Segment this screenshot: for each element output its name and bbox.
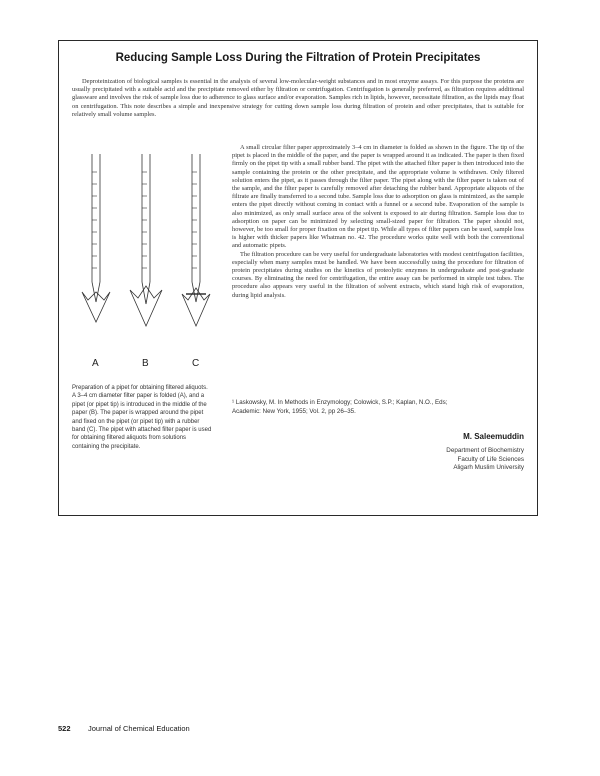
figure-caption: Preparation of a pipet for obtaining filtered aliquots. A 3–4 cm diameter filter paper is folded (A), and a pipet (or pipet tip) is introduced in the middle of the paper (B). The paper is wrapped around the pipet and fixed on the pipet (or pipet tip) with a rubber band (C). The pipet with attached filter paper is used for obtaining filtered aliquots from solutions containing the precipitate. <box>72 385 212 450</box>
pipet-diagram <box>78 152 228 372</box>
figure-label-c: C <box>192 358 200 369</box>
pipet-c-drawing <box>182 154 210 326</box>
body-paragraph-1: A small circular filter paper approximately 3–4 cm in diameter is folded as shown in the figure. The tip of the pipet is placed in the middle of the paper, and the paper is wrapped around it as indicated. The paper is then fixed firmly on the pipet tip with a small rubber band. The pipet with the attached filter paper is then introduced into the sample containing the protein or the other precipitate, and the appropriate volume is withdrawn. Only filtered solution enters the pipet, as it passes through the filter paper. The pipet along with the filter paper is taken out of the sample, and the filter paper is carefully removed after detaching the rubber band. Appropriate aliquots of the filtrate are finally transferred to a second tube. Sample loss due to adsorption on glass is minimized, as the sample enters the pipet directly without coming in contact with a funnel or a second tube. Evaporation of the sample is also minimized, as only small surface area of the solvent is exposed to air during filtration. Sample loss due to adsorption on paper can be minimized by selecting small-sized paper for filtration. The paper should not, however, be too small for proper fixation on the pipet tip. While all types of filter papers can be used, sample loss is higher with thicker papers like Whatman no. 42. The procedure works quite well with both the conventional and automatic pipets. <box>232 144 524 250</box>
article-title: Reducing Sample Loss During the Filtration of Protein Precipitates <box>115 52 481 64</box>
footnote-line-1: ¹ Laskowsky, M. In Methods in Enzymology; Colowick, S.P.; Kaplan, N.O., Eds; <box>232 399 448 406</box>
figure-label-b: B <box>142 358 149 369</box>
pipet-b-drawing <box>130 154 162 326</box>
footnote <box>232 398 524 416</box>
author-name: M. Saleemuddin <box>463 432 524 441</box>
figure-label-a: A <box>92 358 99 369</box>
footnote-line-2: Academic: New York, 1955; Vol. 2, pp 26–35. <box>232 408 356 415</box>
journal-name: Journal of Chemical Education <box>88 724 190 733</box>
affiliation-department: Department of Biochemistry <box>446 447 524 454</box>
body-text <box>232 144 524 300</box>
body-paragraph-2: The filtration procedure can be very useful for undergraduate laboratories with modest centrifugation facilities, especially when many samples must be handled. We have been successfully using the procedure for filtration of protein precipitates during studies on the kinetics of proteolytic enzymes in undergraduate and post-graduate courses. By eliminating the need for centrifugation, the entire assay can be performed in simple test tubes. The procedure also appears very useful in the filtration of solvent extracts, which stand high risk of evaporation, during lipid analysis. <box>232 250 524 299</box>
page-number: 522 <box>58 724 71 733</box>
affiliation-university: Aligarh Muslim University <box>453 464 524 472</box>
author-affiliation <box>360 447 524 473</box>
affiliation-faculty: Faculty of Life Sciences <box>457 455 524 463</box>
pipet-a-drawing <box>82 154 110 322</box>
intro-paragraph: Deproteinization of biological samples is essential in the analysis of several low-molecular-weight substances and in most enzyme assays. For this purpose the proteins are usually precipitated with a suitable acid and the precipitate removed either by filtration or centrifugation. Centrifugation is generally preferred, as filtration requires additional glassware and involves the risk of sample loss due to adherence to glass surface and/or evaporation. Samples rich in lipids, however, necessitate filtration, as the lipids may float on centrifugation. This note describes a simple and inexpensive strategy for cutting down sample loss during filtration of protein and other precipitates, that is suitable for relatively small volume samples. <box>72 78 524 118</box>
pipet-figure <box>78 152 228 372</box>
